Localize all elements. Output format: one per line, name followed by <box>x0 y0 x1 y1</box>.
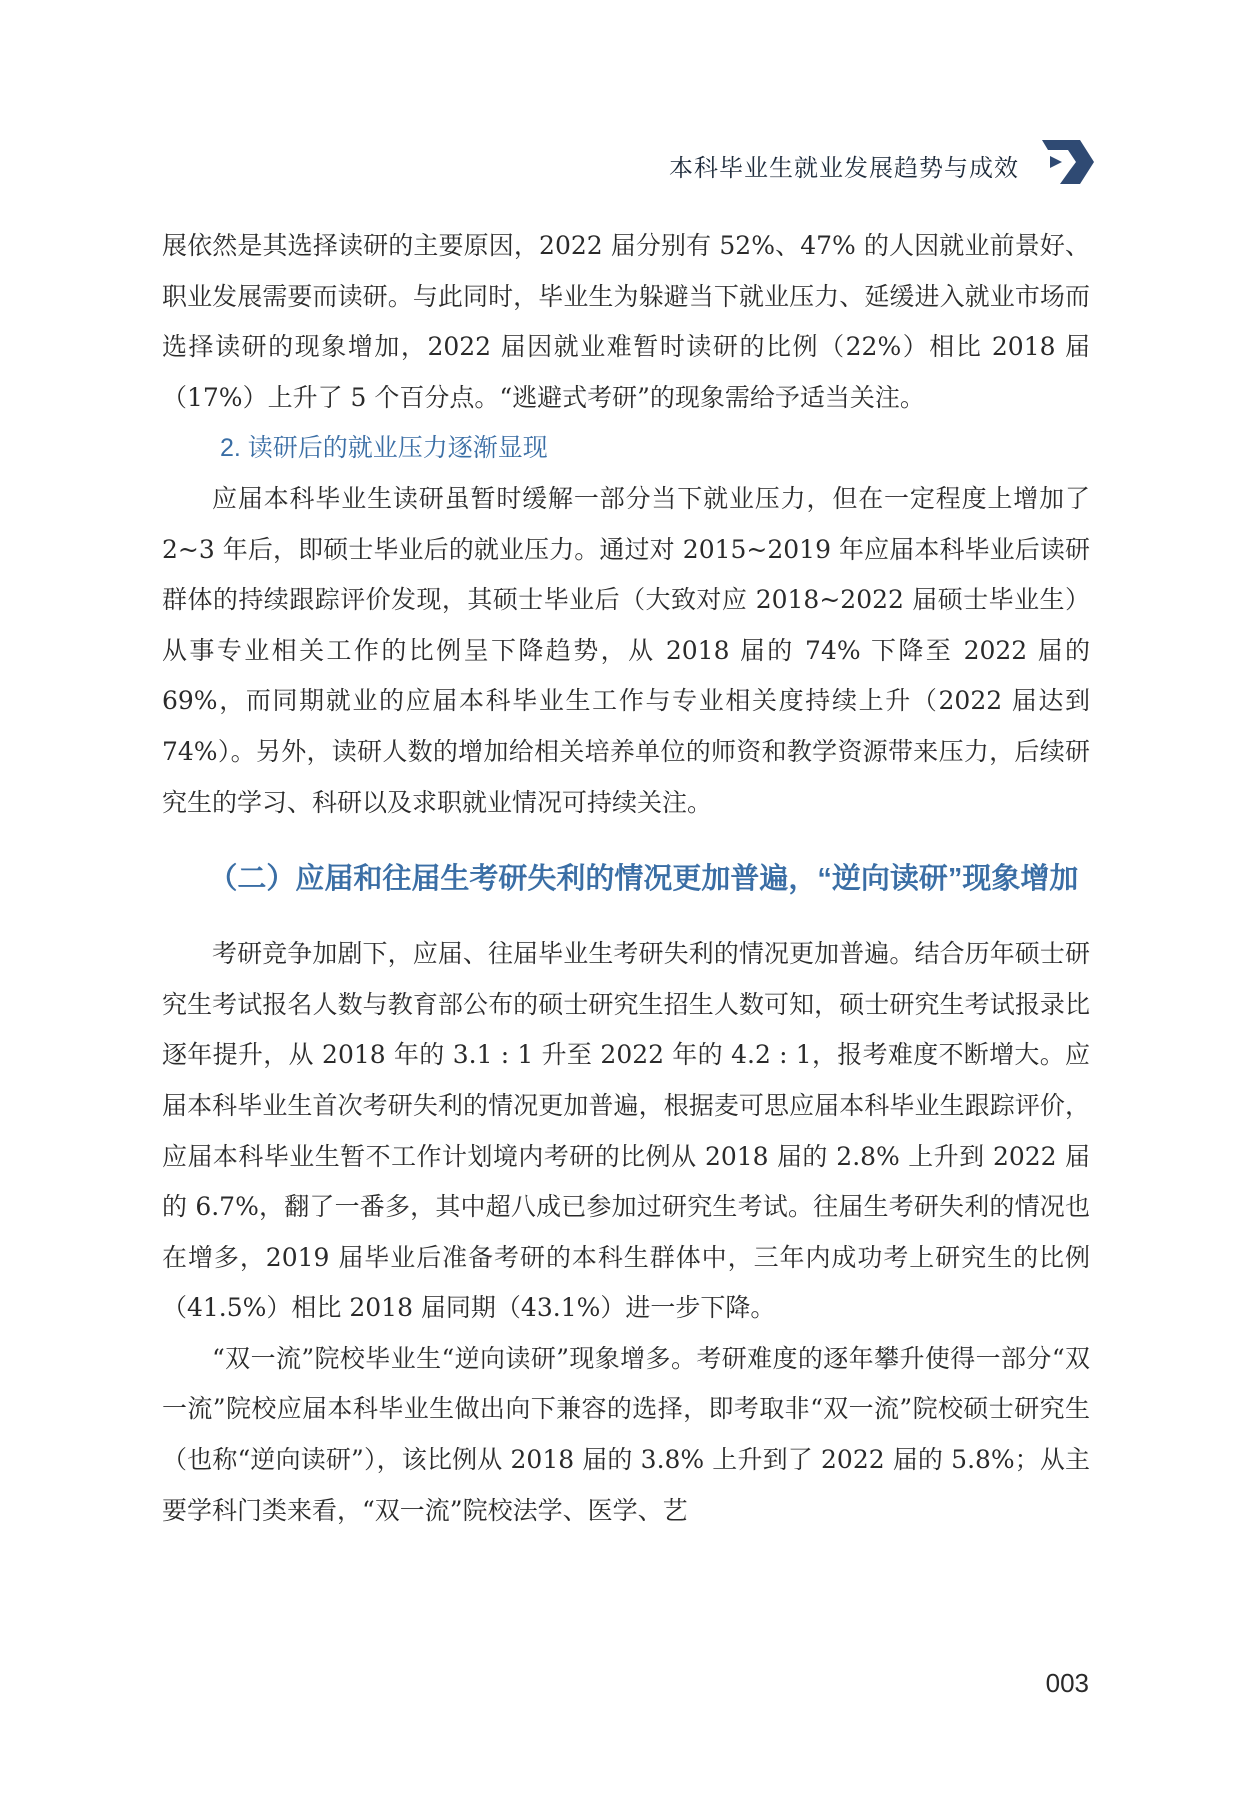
page-number: 003 <box>1045 1668 1089 1698</box>
chapter-bracket-logo-icon <box>1040 136 1100 186</box>
paragraph-continued: 展依然是其选择读研的主要原因，2022 届分别有 52%、47% 的人因就业前景好、职业发展需要而读研。与此同时，毕业生为躲避当下就业压力、延缓进入就业市场而选择读研的现象增加，2022 届因就业难暂时读研的比例（22%）相比 2018 届（17%）上升了 5 个百分点。“逃避式考研”的现象需给予适当关注。 <box>162 231 1090 412</box>
running-header-title: 本科毕业生就业发展趋势与成效 <box>669 155 1019 182</box>
section-heading: （二）应届和往届生考研失利的情况更加普遍，“逆向读研”现象增加 <box>208 863 1079 896</box>
paragraph: 应届本科毕业生读研虽暂时缓解一部分当下就业压力，但在一定程度上增加了 2~3 年后，即硕士毕业后的就业压力。通过对 2015~2019 年应届本科毕业后读研群体的持续跟踪评价发现，其硕士毕业后（大致对应 2018~2022 届硕士毕业生）从事专业相关工作的比例呈下降趋势，从 2018 届的 74% 下降至 2022 届的 69%，而同期就业的应届本科毕业生工作与专业相关度持续上升（2022 届达到 74%）。另外，读研人数的增加给相关培养单位的师资和教学资源带来压力，后续研究生的学习、科研以及求职就业情况可持续关注。 <box>162 483 1090 817</box>
paragraph: “双一流”院校毕业生“逆向读研”现象增多。考研难度的逐年攀升使得一部分“双一流”院校应届本科毕业生做出向下兼容的选择，即考取非“双一流”院校硕士研究生（也称“逆向读研”），该比例从 2018 届的 3.8% 上升到了 2022 届的 5.8%；从主要学科门类来看，“双一流”院校法学、医学、艺 <box>162 1343 1090 1525</box>
running-header <box>0 118 1247 188</box>
subheading: 2. 读研后的就业压力逐渐显现 <box>220 434 548 463</box>
main-content <box>162 221 1090 1536</box>
paragraph: 考研竞争加剧下，应届、往届毕业生考研失利的情况更加普遍。结合历年硕士研究生考试报名人数与教育部公布的硕士研究生招生人数可知，硕士研究生考试报录比逐年提升，从 2018 年的 3.1 : 1 升至 2022 年的 4.2 : 1，报考难度不断增大。应届本科毕业生首次考研失利的情况更加普遍，根据麦可思应届本科毕业生跟踪评价，应届本科毕业生暂不工作计划境内考研的比例从 2018 届的 2.8% 上升到 2022 届的 6.7%，翻了一番多，其中超八成已参加过研究生考试。往届生考研失利的情况也在增多，2019 届毕业后准备考研的本科生群体中，三年内成功考上研究生的比例（41.5%）相比 2018 届同期（43.1%）进一步下降。 <box>162 939 1090 1323</box>
